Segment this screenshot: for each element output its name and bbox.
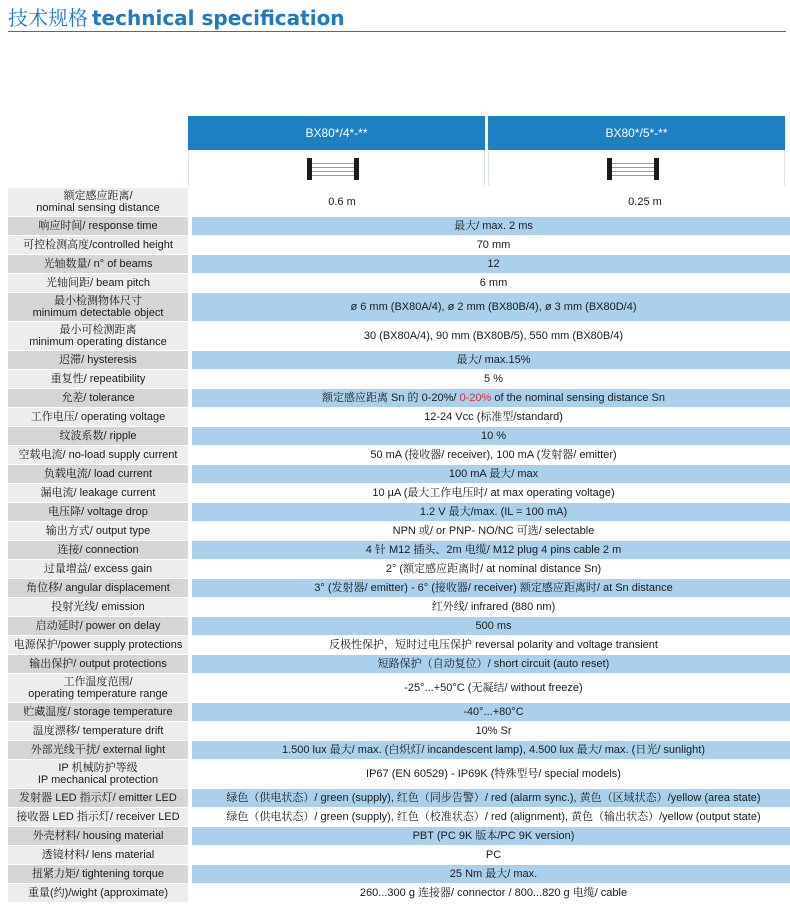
spec-value: 短路保护（自动复位）/ short circuit (auto reset) (192, 655, 790, 673)
spec-value: 25 Nm 最大/ max. (192, 865, 790, 883)
spec-label-cn: IP 机械防护等级 (58, 762, 138, 774)
spec-value: 最大/ max.15% (192, 351, 790, 369)
spec-value: -25°...+50°C (无凝结/ without freeze) (192, 674, 790, 702)
model-header-a: BX80*/4*-** (188, 116, 485, 150)
spec-label: 输出方式/ output type (8, 522, 192, 540)
spec-row (8, 370, 790, 388)
spec-value-highlight: 0-20% (459, 392, 492, 404)
spec-label-en: IP mechanical protection (37, 774, 159, 786)
spec-label (8, 293, 192, 321)
spec-label: 扭紧力矩/ tightening torque (8, 865, 192, 883)
spec-value: 10 µA (最大工作电压时/ at max operating voltage) (192, 484, 790, 502)
spec-row (8, 503, 790, 521)
spec-value: 70 mm (192, 236, 790, 254)
spec-row (8, 617, 790, 635)
spec-row (8, 541, 790, 559)
spec-value-b: 0.25 m (495, 188, 790, 216)
spec-label (8, 322, 192, 350)
spec-value (192, 389, 790, 407)
spec-label (8, 674, 192, 702)
model-image-cell-b (488, 150, 785, 186)
spec-value: 500 ms (192, 617, 790, 635)
spec-label: 过量增益/ excess gain (8, 560, 192, 578)
spec-label-en: operating temperature range (28, 688, 168, 700)
spec-value: 50 mA (接收器/ receiver), 100 mA (发射器/ emitter) (192, 446, 790, 464)
spec-row (8, 255, 790, 273)
spec-value: 10 % (192, 427, 790, 445)
spec-value: 30 (BX80A/4), 90 mm (BX80B/5), 550 mm (BX80B/4) (192, 322, 790, 350)
spec-value: 1.2 V 最大/max. (IL = 100 mA) (192, 503, 790, 521)
spec-label: 贮藏温度/ storage temperature (8, 703, 192, 721)
spec-label: 重量(约)/wight (approximate) (8, 884, 192, 902)
spec-row (8, 446, 790, 464)
spec-label: 电源保护/power supply protections (8, 636, 192, 654)
spec-row (8, 427, 790, 445)
spec-row (8, 655, 790, 673)
spec-row (8, 217, 790, 235)
spec-row (8, 579, 790, 597)
spec-value: -40°...+80°C (192, 703, 790, 721)
spec-row (8, 827, 790, 845)
spec-label-cn: 额定感应距离/ (63, 190, 133, 202)
spec-row (8, 636, 790, 654)
spec-row (8, 846, 790, 864)
spec-row (8, 865, 790, 883)
spec-row (8, 884, 790, 902)
spec-value: PBT (PC 9K 版本/PC 9K version) (192, 827, 790, 845)
spec-label: 可控检测高度/controlled height (8, 236, 192, 254)
spec-row (8, 408, 790, 426)
spec-label: 电压降/ voltage drop (8, 503, 192, 521)
spec-row (8, 703, 790, 721)
spec-label: 响应时间/ response time (8, 217, 192, 235)
spec-row (8, 741, 790, 759)
spec-row (8, 598, 790, 616)
spec-value-a: 0.6 m (192, 188, 492, 216)
model-image-cell-a (188, 150, 485, 186)
spec-row (8, 389, 790, 407)
spec-row (8, 722, 790, 740)
spec-label-cn: 最小可检测距离 (59, 324, 137, 336)
title-divider (8, 31, 786, 32)
spec-label: 投射光线/ emission (8, 598, 192, 616)
spec-label: 重复性/ repeatibility (8, 370, 192, 388)
spec-label-en: minimum operating distance (29, 336, 167, 348)
spec-label: 光轴间距/ beam pitch (8, 274, 192, 292)
spec-value: PC (192, 846, 790, 864)
spec-table (8, 187, 790, 903)
spec-value: 12-24 Vcc (标准型/standard) (192, 408, 790, 426)
spec-row (8, 760, 790, 788)
light-curtain-sensor-icon (607, 158, 659, 180)
spec-value: 反极性保护，短时过电压保护 reversal polarity and voltage transient (192, 636, 790, 654)
spec-label: 光轴数量/ n° of beams (8, 255, 192, 273)
spec-label: 透镜材料/ lens material (8, 846, 192, 864)
spec-value: 绿色（供电状态）/ green (supply), 红色（同步告警）/ red (alarm sync.), 黄色（区域状态）/yellow (area state) (192, 789, 790, 807)
spec-row (8, 322, 790, 350)
spec-row (8, 522, 790, 540)
spec-value: ø 6 mm (BX80A/4), ø 2 mm (BX80B/4), ø 3 mm (BX80D/4) (192, 293, 790, 321)
spec-label: 温度漂移/ temperature drift (8, 722, 192, 740)
title-cn: 技术规格 (8, 6, 88, 30)
spec-label-en: nominal sensing distance (36, 202, 160, 214)
spec-label: 工作电压/ operating voltage (8, 408, 192, 426)
spec-value: 2° (额定感应距离时/ at nominal distance Sn) (192, 560, 790, 578)
title-en: technical specification (92, 6, 345, 30)
spec-label: 空载电流/ no-load supply current (8, 446, 192, 464)
spec-label: 接收器 LED 指示灯/ receiver LED (8, 808, 192, 826)
spec-value: 100 mA 最大/ max (192, 465, 790, 483)
spec-row (8, 236, 790, 254)
spec-label: 启动延时/ power on delay (8, 617, 192, 635)
spec-label: 负载电流/ load current (8, 465, 192, 483)
spec-value: 最大/ max. 2 ms (192, 217, 790, 235)
spec-label-cn: 工作温度范围/ (63, 676, 133, 688)
spec-label (8, 188, 192, 216)
spec-value: 260...300 g 连接器/ connector / 800...820 g 电缆/ cable (192, 884, 790, 902)
spec-row (8, 293, 790, 321)
spec-row (8, 484, 790, 502)
spec-value: 1.500 lux 最大/ max. (白炽灯/ incandescent lamp), 4.500 lux 最大/ max. (日光/ sunlight) (192, 741, 790, 759)
spec-value: NPN 或/ or PNP- NO/NC 可选/ selectable (192, 522, 790, 540)
spec-label: 发射器 LED 指示灯/ emitter LED (8, 789, 192, 807)
spec-label: 外部光线干扰/ external light (8, 741, 192, 759)
spec-label: 允差/ tolerance (8, 389, 192, 407)
spec-value: 5 % (192, 370, 790, 388)
spec-label-cn: 最小检测物体尺寸 (54, 295, 142, 307)
spec-label-en: minimum detectable object (32, 307, 164, 319)
spec-label: 连接/ connection (8, 541, 192, 559)
spec-row (8, 674, 790, 702)
spec-label: 角位移/ angular displacement (8, 579, 192, 597)
spec-row (8, 808, 790, 826)
spec-label: 纹波系数/ ripple (8, 427, 192, 445)
spec-value: 12 (192, 255, 790, 273)
spec-value: 4 针 M12 插头、2m 电缆/ M12 plug 4 pins cable 2 m (192, 541, 790, 559)
spec-label: 输出保护/ output protections (8, 655, 192, 673)
spec-row (8, 465, 790, 483)
spec-row (8, 188, 790, 216)
spec-row (8, 351, 790, 369)
spec-value: 红外线/ infrared (880 nm) (192, 598, 790, 616)
spec-row (8, 274, 790, 292)
spec-label (8, 760, 192, 788)
spec-row (8, 789, 790, 807)
spec-value: 6 mm (192, 274, 790, 292)
spec-value: IP67 (EN 60529) - IP69K (特殊型号/ special models) (192, 760, 790, 788)
light-curtain-sensor-icon (307, 158, 359, 180)
spec-label: 迟滞/ hysteresis (8, 351, 192, 369)
spec-value: 10% Sr (192, 722, 790, 740)
model-header-b: BX80*/5*-** (488, 116, 785, 150)
spec-label: 外壳材料/ housing material (8, 827, 192, 845)
spec-value: 3° (发射器/ emitter) - 6° (接收器/ receiver) 额定感应距离时/ at Sn distance (192, 579, 790, 597)
spec-value-text: 额定感应距离 Sn 的 0-20%/ (321, 392, 460, 404)
spec-row (8, 560, 790, 578)
spec-value: 绿色（供电状态）/ green (supply), 红色（校准状态）/ red (alignment), 黄色（输出状态）/yellow (output state) (192, 808, 790, 826)
page-title (8, 2, 345, 31)
spec-value-text: of the nominal sensing distance Sn (491, 392, 665, 404)
spec-label: 漏电流/ leakage current (8, 484, 192, 502)
